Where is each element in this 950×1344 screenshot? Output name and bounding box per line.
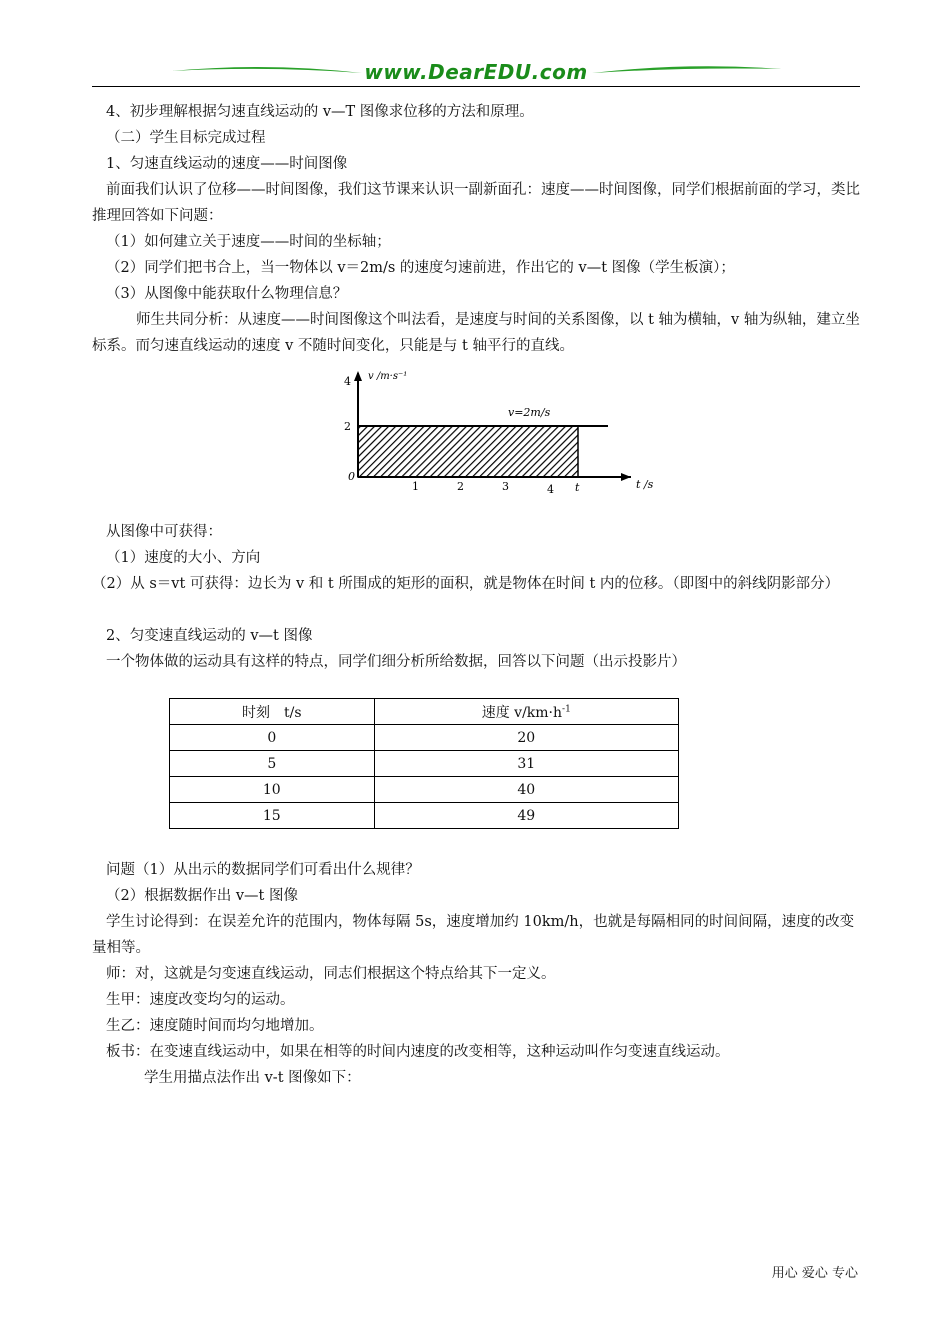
table-cell-time: 15 (170, 803, 375, 829)
table-row (170, 725, 679, 751)
paragraph: 4、初步理解根据匀速直线运动的 v—T 图像求位移的方法和原理。 (106, 104, 534, 120)
paragraph: （2）根据数据作出 v—t 图像 (106, 888, 298, 904)
table-cell-velocity: 20 (374, 725, 678, 751)
paragraph: （3）从图像中能获取什么物理信息？ (106, 286, 348, 302)
vt-chart-uniform (336, 365, 666, 495)
series-label: v=2m/s (508, 406, 551, 419)
header-rule (92, 86, 860, 87)
table-cell-velocity: 31 (374, 751, 678, 777)
table-header-time: 时刻 t/s (170, 699, 375, 725)
table-header-row (170, 699, 679, 725)
paragraph: （1）速度的大小、方向 (106, 550, 261, 566)
table-cell-velocity: 40 (374, 777, 678, 803)
page-footer: 用心 爱心 专心 (771, 1266, 858, 1281)
paragraph: 师：对，这就是匀变速直线运动，同志们根据这个特点给其下一定义。 (106, 966, 556, 982)
table-cell-time: 5 (170, 751, 375, 777)
velocity-time-table (169, 698, 679, 829)
paragraph: 生乙：速度随时间而均匀地增加。 (106, 1018, 324, 1034)
x-tick-label: t (575, 481, 580, 494)
paragraph: 学生讨论得到：在误差允许的范围内，物体每隔 5s，速度增加约 10km/h，也就是每隔相同的时间间隔，速度的改变量相等。 (92, 914, 855, 956)
paragraph: 从图像中可获得： (106, 524, 222, 540)
paragraph: 师生共同分析：从速度——时间图像这个叫法看，是速度与时间的关系图像，以 t 轴为横轴，v 轴为纵轴，建立坐标系。而匀速直线运动的速度 v 不随时间变化，只能是与 t 轴平行的直线。 (92, 312, 860, 354)
paragraph: （2）同学们把书合上，当一物体以 v＝2m/s 的速度匀速前进，作出它的 v—t 图像（学生板演）； (106, 260, 735, 276)
paragraph: 问题（1）从出示的数据同学们可看出什么规律？ (106, 862, 420, 878)
table-row (170, 777, 679, 803)
paragraph: 生甲：速度改变均匀的运动。 (106, 992, 295, 1008)
paragraph: （二）学生目标完成过程 (106, 130, 266, 146)
x-tick-label: 4 (547, 483, 554, 495)
table-cell-time: 0 (170, 725, 375, 751)
y-axis-label: v /m·s⁻¹ (368, 371, 408, 382)
right-swoosh-decoration (592, 64, 782, 78)
x-axis-arrow (621, 473, 631, 481)
section-heading: 2、匀变速直线运动的 v—t 图像 (106, 628, 313, 644)
x-tick-label: 3 (502, 480, 509, 493)
paragraph: 一个物体做的运动具有这样的特点，同学们细分析所给数据，回答以下问题（出示投影片） (106, 654, 686, 670)
y-tick-label: 0 (348, 470, 355, 483)
y-tick-label: 4 (344, 375, 351, 388)
page-header (92, 58, 860, 90)
paragraph: 学生用描点法作出 v-t 图像如下： (144, 1070, 361, 1086)
table-row (170, 803, 679, 829)
shaded-displacement-area (358, 426, 578, 477)
section-heading: 1、匀速直线运动的速度——时间图像 (106, 156, 348, 172)
x-tick-label: 1 (412, 480, 419, 493)
y-tick-label: 2 (344, 420, 351, 433)
paragraph: 板书：在变速直线运动中，如果在相等的时间内速度的改变相等，这种运动叫作匀变速直线运动。 (106, 1044, 730, 1060)
paragraph: （2）从 s＝vt 可获得：边长为 v 和 t 所围成的矩形的面积，就是物体在时间 t 内的位移。（即图中的斜线阴影部分） (92, 576, 840, 592)
site-logo: www.DearEDU.com (364, 60, 588, 84)
paragraph: 前面我们认识了位移——时间图像，我们这节课来认识一副新面孔：速度——时间图像，同学们根据前面的学习，类比推理回答如下问题： (92, 182, 860, 224)
y-axis-arrow (354, 371, 362, 381)
table-cell-velocity: 49 (374, 803, 678, 829)
x-tick-label: 2 (457, 480, 464, 493)
paragraph: （1）如何建立关于速度——时间的坐标轴； (106, 234, 391, 250)
table-header-velocity: 速度 $v/km\cdot h^{-1}$ (374, 699, 678, 725)
table-cell-time: 10 (170, 777, 375, 803)
table-row (170, 751, 679, 777)
x-axis-label: t /s (636, 478, 654, 491)
